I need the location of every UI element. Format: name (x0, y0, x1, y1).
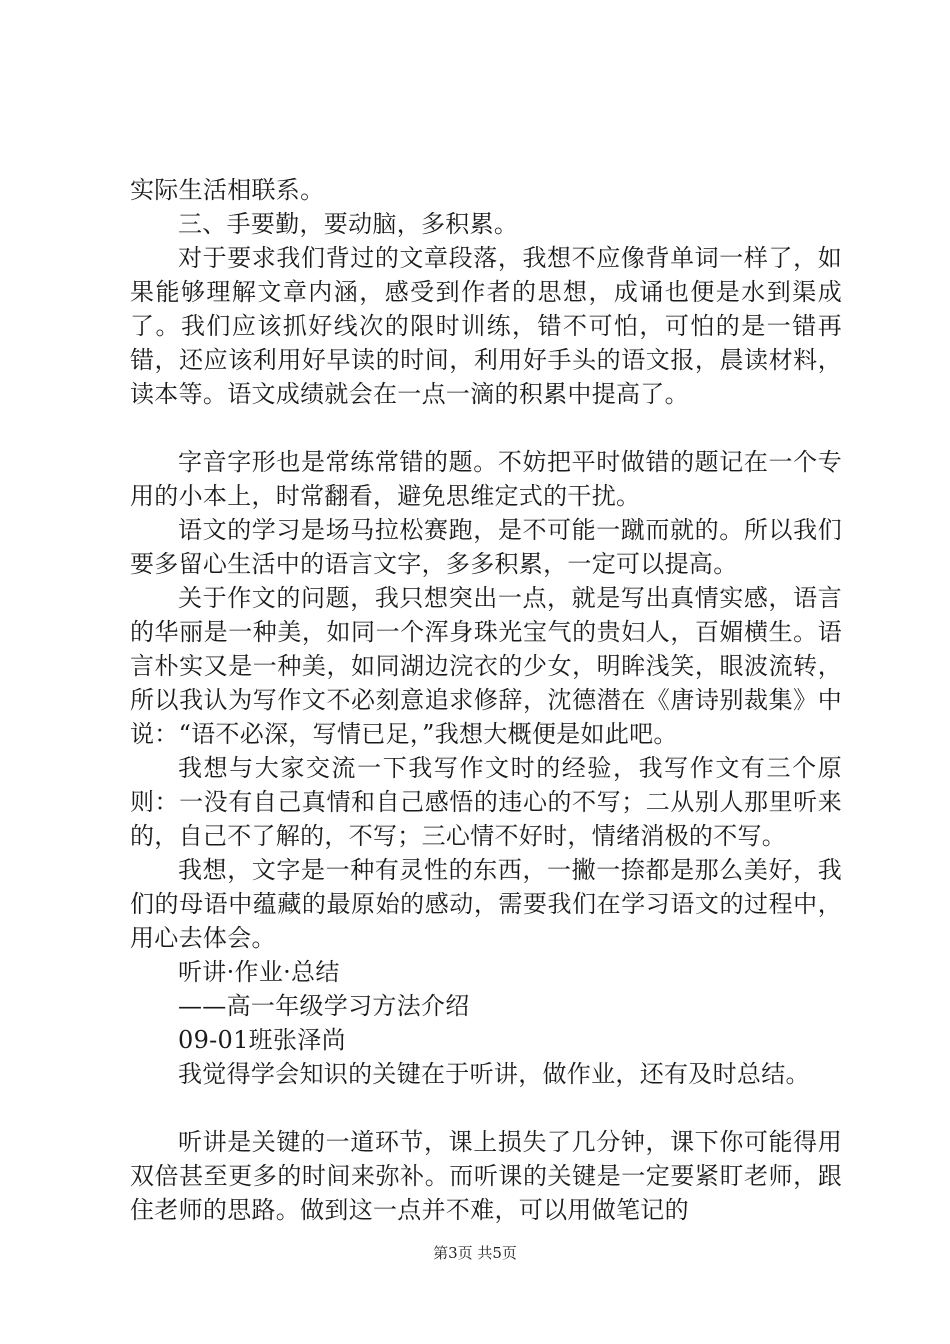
paragraph-composition: 关于作文的问题，我只想突出一点，就是写出真情实感，语言的华丽是一种美，如同一个浑身珠光宝气的贵妇人，百媚横生。语言朴实又是一种美，如同湖边浣衣的少女，明眸浅笑，眼波流转，所以我认为写作文不必刻意追求修辞，沈德潜在《唐诗别裁集》中说：“语不必深，写情已足，”我想大概便是如此吧。 (130, 584, 842, 748)
paragraph-memorization: 对于要求我们背过的文章段落，我想不应像背单词一样了，如果能够理解文章内涵，感受到作者的思想，成诵也便是水到渠成了。我们应该抓好线次的限时训练，错不可怕，可怕的是一错再错，还应该利用好早读的时间，利用好手头的语文报，晨读材料，读本等。语文成绩就会在一点一滴的积累中提高了。 (130, 244, 842, 408)
section-heading-three: 三、手要勤，要动脑，多积累。 (178, 210, 519, 238)
article-title: 听讲·作业·总结 (178, 958, 340, 986)
paragraph-marathon: 语文的学习是场马拉松赛跑，是不可能一蹴而就的。所以我们要多留心生活中的语言文字，多多积累，一定可以提高。 (130, 516, 842, 578)
paragraph-key-points: 我觉得学会知识的关键在于听讲，做作业，还有及时总结。 (178, 1060, 810, 1088)
paragraph-pronunciation: 字音字形也是常练常错的题。不妨把平时做错的题记在一个专用的小本上，时常翻看，避免思维定式的干扰。 (130, 448, 842, 510)
paragraph-writing-principles: 我想与大家交流一下我写作文时的经验，我写作文有三个原则：一没有自己真情和自己感悟的违心的不写；二从别人那里听来的，自己不了解的，不写；三心情不好时，情绪消极的不写。 (130, 754, 842, 850)
article-subtitle: ——高一年级学习方法介绍 (178, 992, 470, 1020)
page-footer: 第3页 共5页 (433, 1244, 517, 1262)
paragraph-mother-tongue: 我想，文字是一种有灵性的东西，一撇一捺都是那么美好，我们的母语中蕴藏的最原始的感动，需要我们在学习语文的过程中，用心去体会。 (130, 856, 842, 952)
document-body (130, 173, 842, 1227)
paragraph-listening: 听讲是关键的一道环节，课上损失了几分钟，课下你可能得用双倍甚至更多的时间来弥补。而听课的关键是一定要紧盯老师，跟住老师的思路。做到这一点并不难，可以用做笔记的 (130, 1128, 842, 1224)
paragraph-continuation: 实际生活相联系。 (130, 176, 325, 204)
article-author: 09-01班张泽尚 (178, 1026, 346, 1054)
